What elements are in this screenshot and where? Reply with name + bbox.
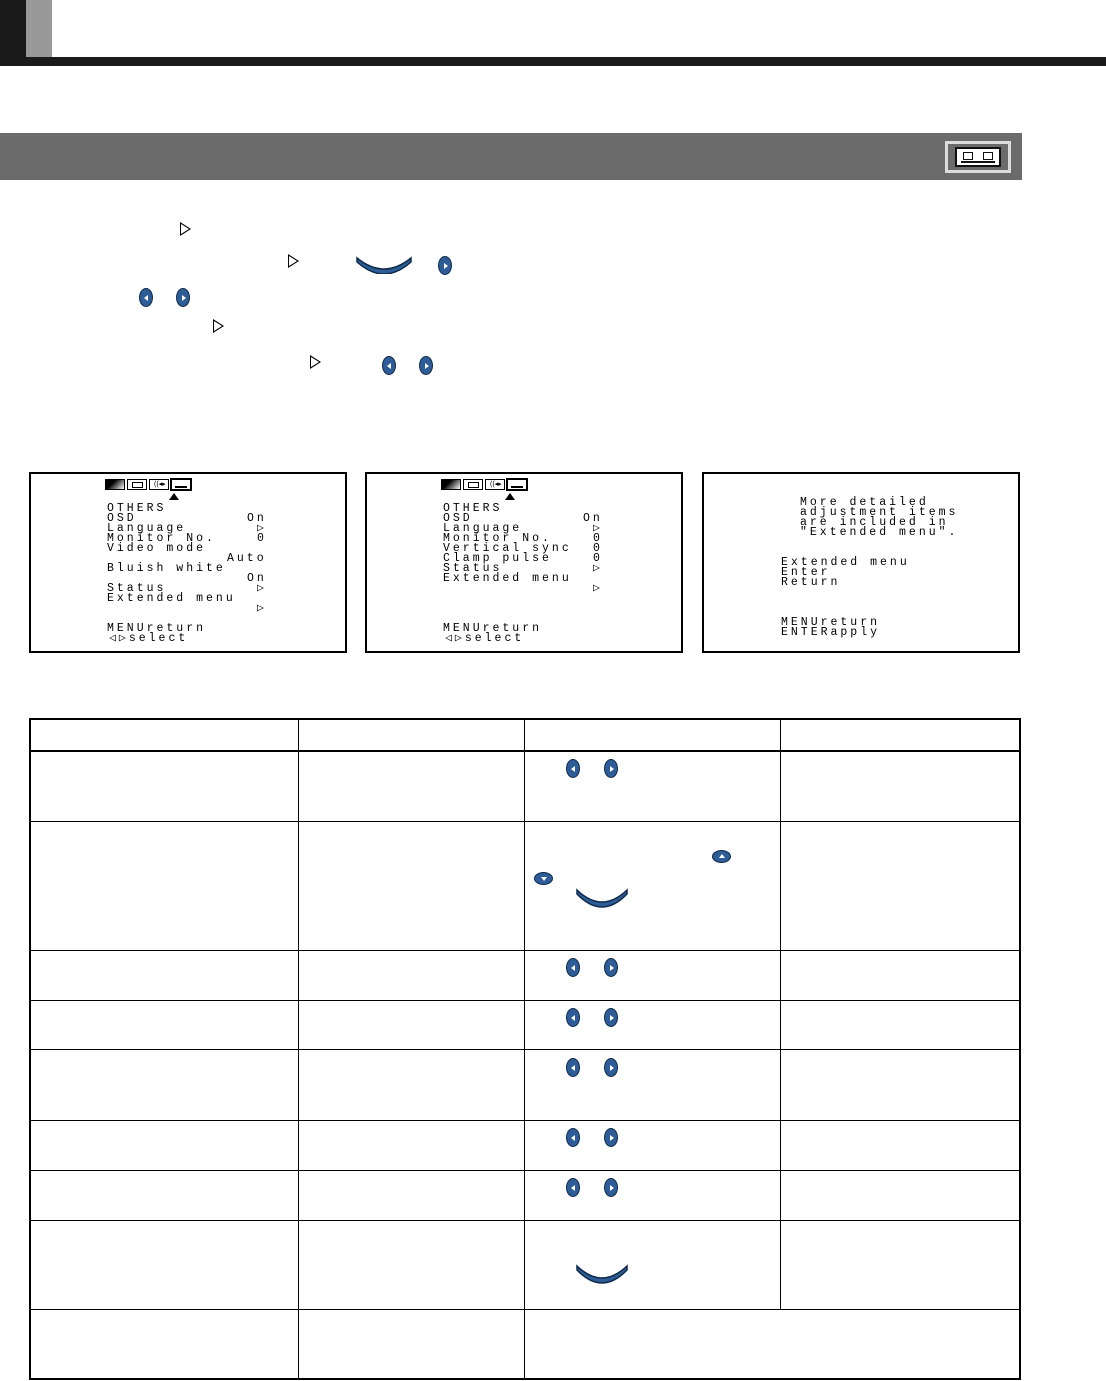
osd-row-value: 0	[593, 552, 603, 565]
osd-row-label: Extended menu	[107, 592, 236, 605]
left-key-icon	[566, 958, 580, 977]
osd-footer: MENUreturn	[443, 622, 543, 635]
left-key-icon	[566, 1178, 580, 1197]
right-key-icon	[438, 256, 452, 275]
osd-row-label: Language	[107, 522, 187, 535]
enter-key-icon	[574, 1258, 630, 1286]
sound-tab-icon: ((◂▸	[485, 479, 505, 490]
left-key-icon	[566, 759, 580, 778]
osd-message-line: "Extended menu".	[800, 526, 959, 539]
osd-footer: ENTERapply	[781, 626, 881, 639]
osd-row-label: Monitor No.	[107, 532, 216, 545]
sound-tab-icon: ((◂▸	[149, 479, 169, 490]
table-rule	[29, 1220, 1021, 1221]
osd-row-label: Extended menu	[443, 572, 572, 585]
right-key-icon	[604, 1178, 618, 1197]
osd-row-value: ▷	[257, 522, 267, 535]
table-rule	[29, 718, 31, 1380]
osd-row-value: On	[583, 512, 603, 525]
left-key-icon	[382, 356, 396, 375]
osd-option: Return	[781, 576, 841, 589]
osd-row-value: On	[247, 512, 267, 525]
right-outline-triangle-icon	[310, 355, 321, 369]
table-rule	[29, 1378, 1021, 1380]
table-rule	[29, 1120, 1021, 1121]
enter-key-icon	[574, 882, 630, 910]
table-rule	[29, 1000, 1021, 1001]
header-block	[0, 0, 26, 58]
table-rule	[780, 718, 781, 1309]
osd-row-label: Video mode	[107, 542, 207, 555]
osd-message-line: More detailed	[800, 496, 929, 509]
selected-tab-caret-icon	[169, 493, 179, 500]
osd-row-value: ▷	[257, 582, 267, 595]
osd-title: OTHERS	[443, 502, 503, 515]
table-rule	[29, 1049, 1021, 1050]
left-key-icon	[566, 1008, 580, 1027]
osd-row-value: 0	[593, 532, 603, 545]
osd-row-label: Monitor No.	[443, 532, 552, 545]
others-tab-icon	[171, 479, 191, 490]
osd-row-label: Language	[443, 522, 523, 535]
table-rule	[29, 718, 1021, 720]
picture-tab-icon	[105, 479, 125, 490]
enter-key-icon	[354, 252, 414, 274]
osd-screen-others-1	[29, 472, 347, 653]
osd-footer: ◁▷select	[109, 632, 189, 645]
osd-footer: ◁▷select	[445, 632, 525, 645]
right-key-icon	[604, 1008, 618, 1027]
osd-footer: MENUreturn	[781, 616, 881, 629]
osd-row-value: On	[247, 572, 267, 585]
osd-message-line: are included in	[800, 516, 949, 529]
right-outline-triangle-icon	[213, 319, 224, 333]
right-key-icon	[604, 759, 618, 778]
osd-message-line: adjustment items	[800, 506, 959, 519]
osd-row-value: Auto	[227, 552, 267, 565]
selected-tab-caret-icon	[505, 493, 515, 500]
osd-option: Enter	[781, 566, 831, 579]
osd-row-label: OSD	[107, 512, 137, 525]
left-key-icon	[566, 1058, 580, 1077]
right-key-icon	[176, 288, 190, 307]
right-key-icon	[604, 1128, 618, 1147]
section-band	[0, 133, 1022, 180]
osd-row-label: Vertical sync	[443, 542, 572, 555]
osd-row-value: ▷	[593, 522, 603, 535]
osd-screen-extended-prompt	[702, 472, 1020, 653]
table-rule	[29, 821, 1021, 822]
picture-tab-icon	[441, 479, 461, 490]
osd-row-label: Status	[107, 582, 167, 595]
right-key-icon	[604, 1058, 618, 1077]
table-rule	[29, 750, 1021, 752]
osd-row-label: Bluish white	[107, 562, 226, 575]
table-rule	[1019, 718, 1021, 1380]
header-tab	[26, 0, 52, 58]
osd-row-value: 0	[257, 532, 267, 545]
down-key-icon	[534, 872, 553, 885]
osd-row-label: Clamp pulse	[443, 552, 552, 565]
left-key-icon	[566, 1128, 580, 1147]
table-rule	[298, 718, 299, 1380]
osd-title: OTHERS	[107, 502, 167, 515]
osd-row-value: ▷	[257, 602, 267, 615]
osd-row-label: OSD	[443, 512, 473, 525]
left-key-icon	[139, 288, 153, 307]
table-rule	[524, 718, 525, 1380]
screen-tab-icon	[127, 479, 147, 490]
right-key-icon	[419, 356, 433, 375]
osd-option: Extended menu	[781, 556, 910, 569]
up-key-icon	[712, 850, 731, 863]
table-rule	[29, 950, 1021, 951]
osd-footer: MENUreturn	[107, 622, 207, 635]
osd-row-label: Status	[443, 562, 503, 575]
screen-tab-icon	[463, 479, 483, 490]
osd-row-value: ▷	[593, 562, 603, 575]
osd-row-value: 0	[593, 542, 603, 555]
osd-row-value: ▷	[593, 582, 603, 595]
right-key-icon	[604, 958, 618, 977]
table-rule	[29, 1170, 1021, 1171]
others-menu-icon	[955, 147, 1001, 167]
right-outline-triangle-icon	[180, 222, 191, 236]
right-outline-triangle-icon	[288, 254, 299, 268]
osd-screen-others-2	[365, 472, 683, 653]
header-rule	[0, 57, 1106, 66]
table-rule	[29, 1309, 1021, 1310]
others-tab-icon	[507, 479, 527, 490]
